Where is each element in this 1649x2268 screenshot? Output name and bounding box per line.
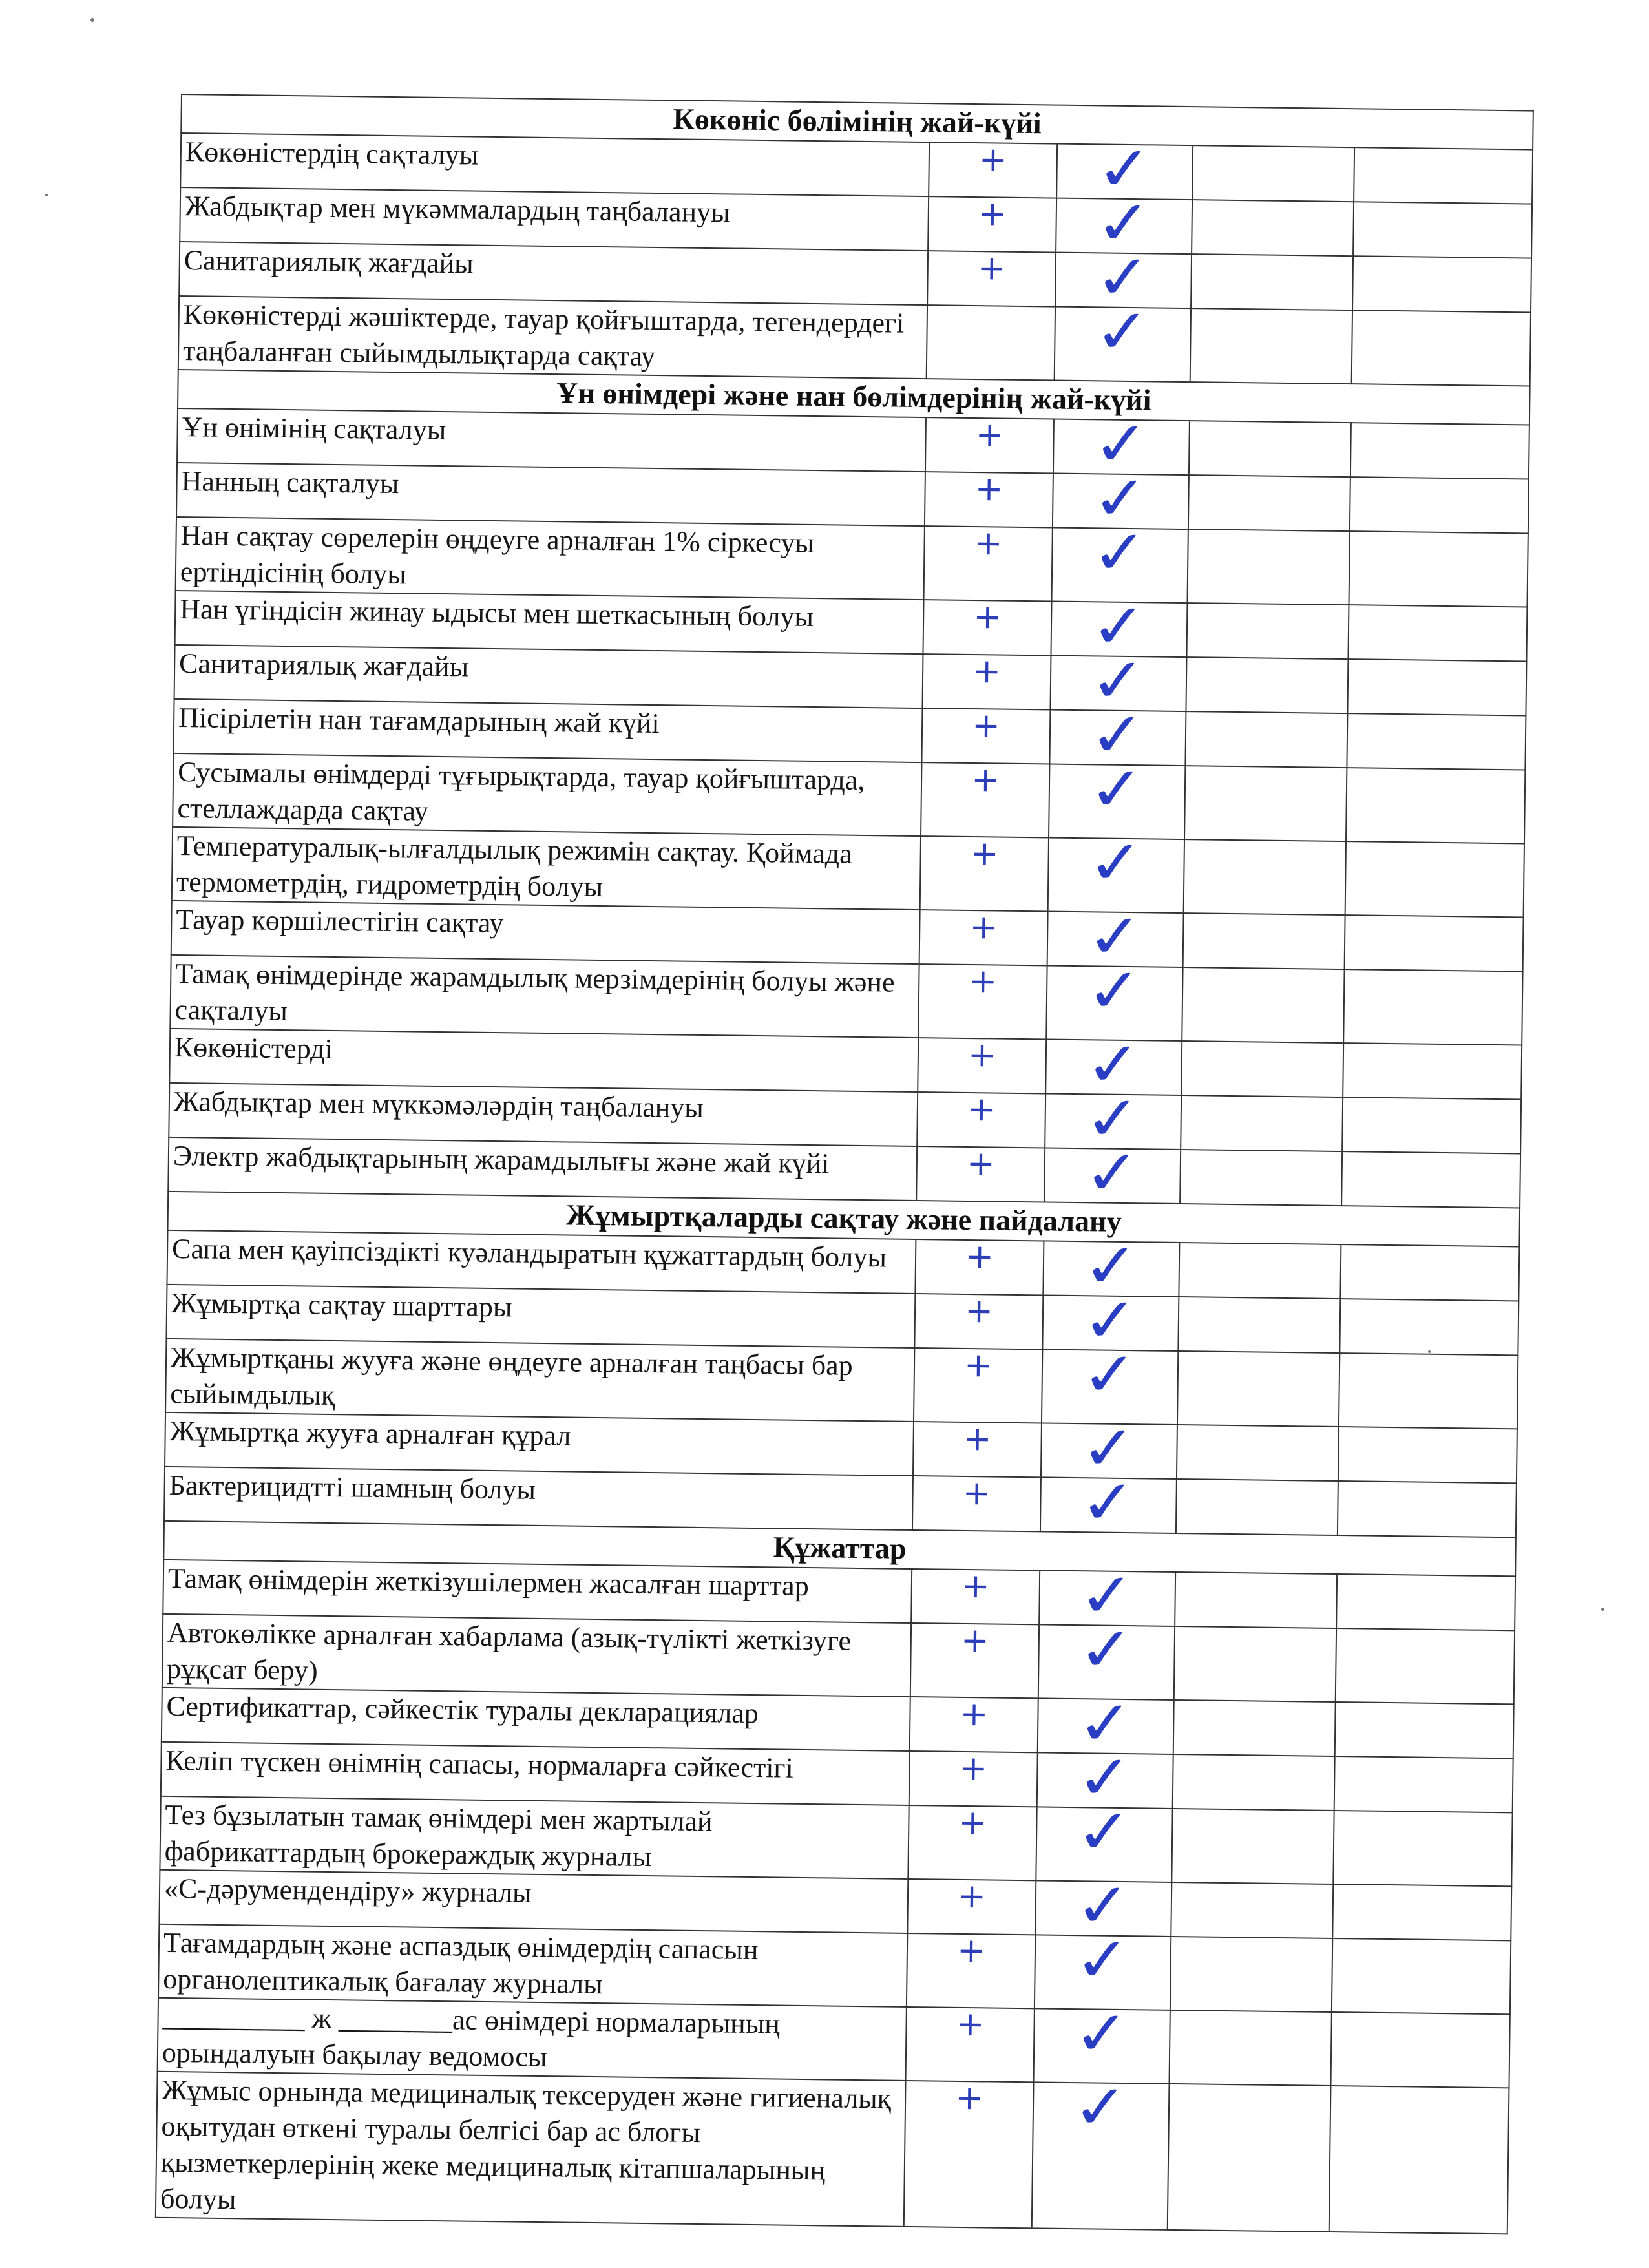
item-label: Сертификаттар, сәйкестік туралы декларациялар	[162, 1688, 910, 1751]
item-label: Тағамдардың және аспаздық өнімдердің сапасын органолептикалық бағалау журналы	[158, 1924, 907, 2007]
empty-cell	[1339, 1353, 1518, 1429]
section-title: Құжаттар	[163, 1521, 1516, 1577]
handwritten-plus-mark: +	[959, 1748, 988, 1789]
handwritten-check-mark: ✓	[1077, 1466, 1140, 1538]
checklist-sheet	[155, 94, 1533, 2234]
empty-cell	[1188, 475, 1350, 531]
empty-cell	[1177, 1425, 1339, 1481]
checklist-row	[156, 2072, 1509, 2234]
plus-mark-cell	[907, 1933, 1035, 2008]
empty-cell	[1335, 1702, 1514, 1758]
checklist-table	[155, 94, 1534, 2234]
plus-mark-cell	[909, 1748, 1038, 1807]
handwritten-plus-mark: +	[972, 652, 1002, 691]
item-label: Сапа мен қауіпсіздікті куәландыратын құжаттардың болуы	[167, 1230, 916, 1294]
handwritten-check-mark: ✓	[1078, 1338, 1141, 1411]
item-label: Сусымалы өнімдерді тұғырықтарда, тауар қойғыштарда, стеллаждарда сақтау	[173, 753, 921, 836]
handwritten-check-mark: ✓	[1089, 462, 1152, 534]
empty-cell	[1334, 1756, 1513, 1812]
empty-cell	[1338, 1427, 1517, 1483]
empty-cell	[1169, 2010, 1331, 2086]
empty-cell	[1173, 1754, 1335, 1811]
item-label: Келіп түскен өнімнің сапасы, нормаларға сәйкестігі	[161, 1742, 910, 1805]
empty-cell	[1348, 605, 1527, 661]
item-label: «С-дәрумендендіру» журналы	[159, 1870, 908, 1933]
plus-mark-cell	[913, 1419, 1042, 1477]
item-label: Нан сақтау сөрелерін өңдеуге арналған 1% сіркесуы ертіндісінің болуы	[176, 517, 925, 600]
item-label: Пісірілетін нан тағамдарының жай күйі	[174, 699, 923, 762]
empty-cell	[1347, 713, 1526, 770]
plus-mark-cell	[914, 1291, 1043, 1349]
plus-mark-cell	[921, 708, 1050, 764]
plus-mark-cell	[927, 251, 1056, 306]
scan-speck	[1601, 1608, 1604, 1611]
empty-cell	[1189, 421, 1351, 477]
handwritten-check-mark: ✓	[1091, 295, 1154, 368]
plus-mark-cell	[908, 1805, 1036, 1880]
plus-mark-cell	[912, 1473, 1041, 1531]
handwritten-check-mark: ✓	[1076, 1559, 1139, 1632]
empty-cell	[1181, 1041, 1343, 1097]
empty-cell	[1336, 1574, 1515, 1630]
handwritten-plus-mark: +	[975, 415, 1004, 455]
handwritten-plus-mark: +	[974, 470, 1003, 509]
empty-cell	[1342, 1097, 1521, 1153]
empty-cell	[1186, 603, 1349, 659]
item-label: Санитариялық жағдайы	[174, 645, 923, 708]
item-label: Тамақ өнімдерінде жарамдылық мерзімдерінің болуы және сақталуы	[170, 955, 919, 1038]
handwritten-plus-mark: +	[966, 1144, 996, 1184]
handwritten-check-mark: ✓	[1093, 187, 1155, 259]
plus-mark-cell	[910, 1694, 1038, 1752]
item-label: Көкөністердің сақталуы	[180, 133, 929, 196]
handwritten-check-mark: ✓	[1087, 698, 1149, 771]
handwritten-plus-mark: +	[967, 1089, 996, 1129]
handwritten-check-mark: ✓	[1070, 2071, 1132, 2143]
handwritten-check-mark: ✓	[1084, 954, 1146, 1027]
plus-mark-cell	[928, 196, 1056, 252]
handwritten-check-mark: ✓	[1079, 1284, 1142, 1356]
handwritten-check-mark: ✓	[1074, 1741, 1137, 1814]
handwritten-check-mark: ✓	[1080, 1230, 1142, 1302]
empty-cell	[1173, 1700, 1336, 1756]
empty-cell	[1345, 915, 1524, 971]
handwritten-plus-mark: +	[977, 249, 1006, 288]
handwritten-check-mark: ✓	[1089, 516, 1151, 589]
handwritten-check-mark: ✓	[1071, 1997, 1133, 2070]
empty-cell	[1181, 1095, 1343, 1151]
handwritten-check-mark: ✓	[1090, 408, 1153, 480]
empty-cell	[1329, 2086, 1509, 2234]
scan-speck	[90, 18, 94, 22]
plus-mark-cell	[911, 1566, 1040, 1624]
handwritten-plus-mark: +	[971, 761, 1000, 800]
empty-cell	[1168, 2084, 1331, 2232]
plus-mark-cell	[918, 1035, 1046, 1093]
empty-cell	[1349, 531, 1528, 607]
empty-cell	[1345, 841, 1524, 917]
item-label: Нанның сақталуы	[176, 463, 925, 526]
empty-cell	[1178, 1297, 1340, 1353]
empty-cell	[1336, 1628, 1515, 1704]
empty-cell	[1347, 659, 1526, 715]
plus-mark-cell	[907, 1876, 1036, 1935]
empty-cell	[1343, 1043, 1522, 1099]
handwritten-plus-mark: +	[963, 1419, 992, 1459]
empty-cell	[1171, 1809, 1334, 1884]
handwritten-check-mark: ✓	[1073, 1796, 1136, 1868]
item-label: Санитариялық жағдайы	[179, 242, 928, 305]
plus-mark-cell	[914, 1345, 1042, 1423]
handwritten-plus-mark: +	[978, 194, 1007, 234]
section-title: Жұмыртқаларды сақтау және пайдалану	[168, 1192, 1520, 1247]
item-label: Жұмыртқа сақтау шарттары	[166, 1285, 915, 1348]
empty-cell	[1332, 1938, 1511, 2014]
empty-cell	[1343, 969, 1522, 1045]
empty-cell	[1184, 766, 1347, 841]
plus-mark-cell	[918, 964, 1047, 1039]
handwritten-plus-mark: +	[956, 1931, 986, 1971]
empty-cell	[1179, 1243, 1341, 1299]
handwritten-check-mark: ✓	[1086, 753, 1148, 825]
item-label: Жұмыс орнында медициналық тексеруден және гигиеналық оқытудан өткені туралы белгісі бар ас блогы қызметкерлерінің жеке медициналық кітапшаларының болуы	[156, 2072, 906, 2227]
plus-mark-cell	[904, 2078, 1034, 2228]
empty-cell	[1333, 1811, 1512, 1886]
plus-mark-cell	[917, 1089, 1045, 1148]
empty-cell	[1352, 310, 1531, 386]
empty-cell	[1182, 967, 1344, 1043]
handwritten-plus-mark: +	[978, 140, 1007, 180]
handwritten-plus-mark: +	[955, 2078, 984, 2118]
handwritten-plus-mark: +	[970, 834, 999, 874]
handwritten-plus-mark: +	[964, 1291, 994, 1331]
handwritten-check-mark: ✓	[1081, 1137, 1144, 1209]
empty-cell	[1171, 1882, 1333, 1938]
plus-mark-cell	[906, 2004, 1035, 2082]
empty-cell	[1332, 1884, 1511, 1940]
item-label: Жұмыртқаны жууға және өңдеуге арналған таңбасы бар сыйымдылық	[165, 1339, 914, 1422]
item-label: Автокөлікке арналған хабарлама (азық-түлікті жеткізуге рұқсат беру)	[162, 1614, 911, 1697]
empty-cell	[1191, 254, 1353, 310]
empty-cell	[1340, 1244, 1519, 1301]
handwritten-check-mark: ✓	[1082, 1082, 1144, 1155]
handwritten-plus-mark: +	[958, 1803, 987, 1843]
plus-mark-cell	[927, 305, 1055, 380]
plus-mark-cell	[925, 472, 1053, 527]
empty-cell	[1170, 1937, 1332, 2012]
handwritten-plus-mark: +	[967, 1035, 997, 1075]
handwritten-check-mark: ✓	[1085, 826, 1148, 899]
plus-mark-cell	[925, 417, 1054, 473]
section-title: Ұн өнімдері және нан бөлімдерінің жай-күйі	[178, 370, 1530, 425]
handwritten-check-mark: ✓	[1072, 1869, 1135, 1942]
plus-mark-cell	[923, 600, 1051, 655]
check-mark-cell	[1032, 2071, 1170, 2230]
empty-cell	[1346, 768, 1525, 843]
item-label: __________ ж ________ас өнімдері нормаларының орындалуын бақылау ведомосы	[158, 1998, 907, 2081]
scan-speck	[45, 194, 48, 196]
plus-mark-cell	[916, 1146, 1045, 1202]
empty-cell	[1175, 1572, 1337, 1628]
handwritten-plus-mark: +	[969, 962, 998, 1002]
item-label: Көкөністерді	[169, 1029, 918, 1092]
handwritten-plus-mark: +	[957, 1876, 987, 1916]
handwritten-check-mark: ✓	[1084, 900, 1147, 972]
plus-mark-cell	[922, 654, 1051, 709]
item-label: Температуралық-ылғалдылық режимін сақтау. Қоймада термометрдің, гидрометрдің болуы	[172, 827, 921, 910]
check-mark-cell	[1055, 295, 1191, 383]
plus-mark-cell	[921, 762, 1049, 837]
handwritten-plus-mark: +	[974, 524, 1003, 563]
empty-cell	[1352, 256, 1531, 312]
handwritten-plus-mark: +	[962, 1473, 991, 1513]
item-label: Жұмыртқа жууға арналған құрал	[165, 1412, 914, 1476]
handwritten-plus-mark: +	[961, 1566, 991, 1606]
handwritten-check-mark: ✓	[1087, 644, 1150, 717]
empty-cell	[1192, 145, 1354, 202]
check-mark-cell	[1044, 1137, 1181, 1209]
item-label: Жабдықтар мен мүкәммалардың таңбалануы	[180, 187, 929, 251]
plus-mark-cell	[920, 836, 1049, 911]
handwritten-plus-mark: +	[956, 2004, 985, 2044]
empty-cell	[1174, 1626, 1336, 1702]
empty-cell	[1186, 657, 1348, 713]
plus-mark-cell	[929, 142, 1057, 198]
empty-cell	[1177, 1351, 1339, 1427]
handwritten-check-mark: ✓	[1078, 1412, 1140, 1484]
plus-mark-cell	[924, 526, 1053, 601]
checklist-body	[156, 94, 1533, 2234]
item-label: Көкөністерді жәшіктерде, тауар қойғыштарда, тегендердегі таңбаланған сыйымдылықтарда сақтау	[178, 296, 927, 379]
empty-cell	[1183, 913, 1345, 969]
handwritten-check-mark: ✓	[1075, 1613, 1138, 1686]
plus-mark-cell	[915, 1239, 1044, 1295]
handwritten-plus-mark: +	[963, 1345, 993, 1385]
item-label: Тамақ өнімдерін жеткізушілермен жасалған шарттар	[163, 1560, 912, 1623]
section-title: Көкөніс бөлімінің жай-күйі	[181, 94, 1533, 150]
empty-cell	[1350, 477, 1529, 533]
handwritten-plus-mark: +	[960, 1621, 989, 1661]
handwritten-check-mark: ✓	[1071, 1924, 1134, 1996]
plus-mark-cell	[910, 1623, 1039, 1698]
handwritten-check-mark: ✓	[1092, 241, 1155, 313]
empty-cell	[1185, 711, 1347, 768]
item-label: Тез бұзылатын тамақ өнімдері мен жартылай фабрикаттардың брокераждық журналы	[160, 1796, 909, 1879]
item-label: Жабдықтар мен мүккәмәләрдің таңбалануы	[169, 1083, 918, 1146]
empty-cell	[1339, 1299, 1518, 1355]
empty-cell	[1187, 529, 1349, 605]
empty-cell	[1341, 1151, 1520, 1208]
handwritten-plus-mark: +	[969, 908, 998, 947]
item-label: Электр жабдықтарының жарамдылығы және жай күйі	[168, 1137, 917, 1201]
handwritten-plus-mark: +	[971, 706, 1001, 746]
item-label: Бактерицидтті шамның болуы	[164, 1467, 913, 1530]
empty-cell	[1176, 1479, 1338, 1535]
empty-cell	[1354, 147, 1533, 204]
empty-cell	[1190, 308, 1352, 384]
empty-cell	[1350, 423, 1529, 479]
empty-cell	[1192, 200, 1354, 256]
item-label: Ұн өнімінің сақталуы	[177, 408, 926, 472]
handwritten-plus-mark: +	[960, 1694, 989, 1734]
item-label: Нан үгіндісін жинау ыдысы мен шеткасының болуы	[175, 591, 924, 654]
item-label: Тауар көршілестігін сақтау	[171, 901, 920, 964]
check-mark-cell	[1040, 1466, 1177, 1538]
empty-cell	[1338, 1481, 1517, 1537]
empty-cell	[1330, 2012, 1509, 2088]
empty-cell	[1180, 1150, 1342, 1206]
plus-mark-cell	[919, 910, 1048, 965]
empty-cell	[1353, 202, 1532, 258]
handwritten-check-mark: ✓	[1093, 132, 1156, 205]
empty-cell	[1184, 839, 1346, 915]
handwritten-check-mark: ✓	[1082, 1028, 1145, 1100]
handwritten-plus-mark: +	[965, 1237, 994, 1277]
handwritten-check-mark: ✓	[1088, 590, 1150, 662]
handwritten-plus-mark: +	[973, 598, 1002, 637]
handwritten-check-mark: ✓	[1075, 1687, 1137, 1759]
